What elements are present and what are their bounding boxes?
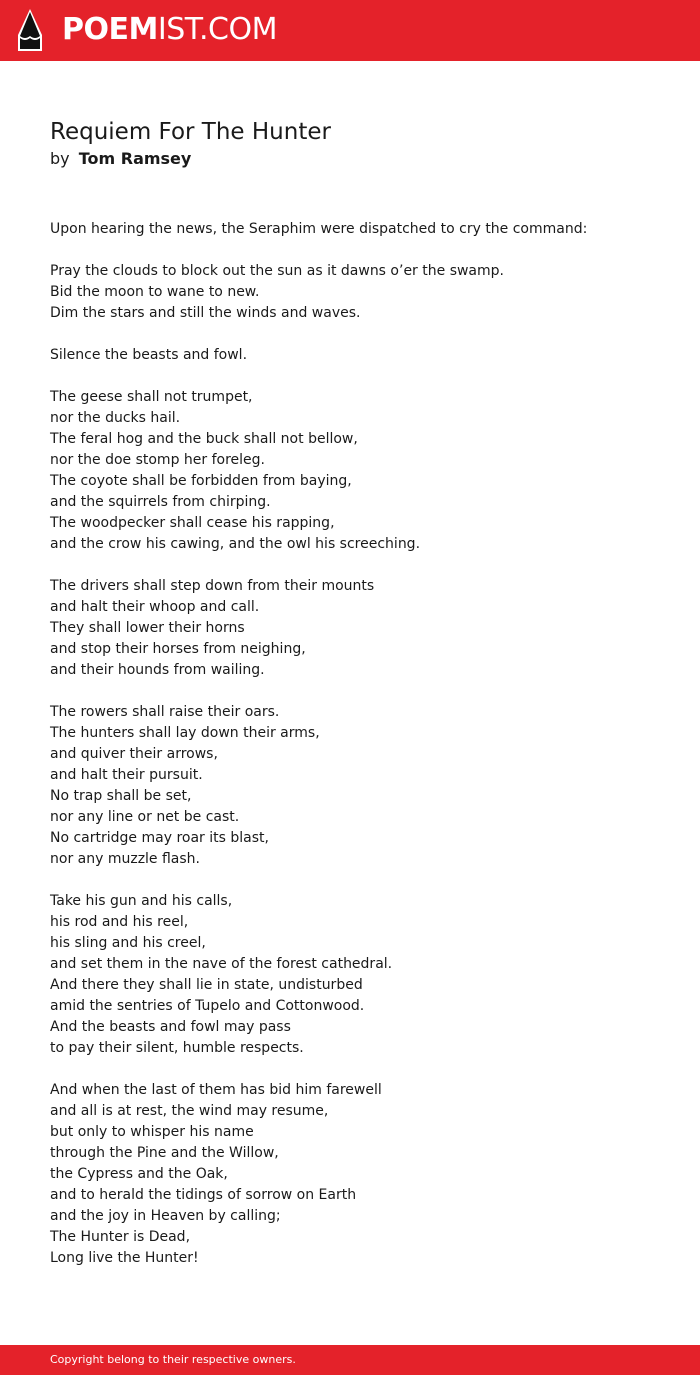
copyright-text: Copyright belong to their respective owners. (50, 1353, 296, 1366)
poem-line: And there they shall lie in state, undisturbed (50, 977, 363, 993)
poem-line: nor the ducks hail. (50, 410, 181, 426)
logo-bold-text: POEM (62, 12, 158, 47)
poem-line: nor the doe stomp her foreleg. (50, 452, 265, 468)
site-header (0, 0, 700, 61)
poem-line: The hunters shall lay down their arms, (50, 725, 320, 741)
poem-line: and set them in the nave of the forest cathedral. (50, 956, 393, 972)
poem-line: No cartridge may roar its blast, (50, 830, 269, 846)
poem-line: Bid the moon to wane to new. (50, 284, 260, 300)
poem-line: Long live the Hunter! (50, 1250, 199, 1266)
poem-line: through the Pine and the Willow, (50, 1145, 279, 1161)
poem-line: Upon hearing the news, the Seraphim were dispatched to cry the command: (50, 221, 588, 237)
poem-line: The Hunter is Dead, (50, 1229, 191, 1245)
poem-stanza (50, 702, 670, 870)
poem-line: amid the sentries of Tupelo and Cottonwood. (50, 998, 365, 1014)
poem-line: and quiver their arrows, (50, 746, 218, 762)
poem-stanza (50, 219, 670, 240)
poem-line: The rowers shall raise their oars. (50, 704, 280, 720)
site-footer (0, 1345, 700, 1375)
logo-light-text: IST.COM (157, 12, 277, 47)
poem-line: but only to whisper his name (50, 1124, 254, 1140)
poem-line: to pay their silent, humble respects. (50, 1040, 304, 1056)
poem-line: Dim the stars and still the winds and waves. (50, 305, 361, 321)
poem-stanza (50, 1080, 670, 1269)
poem-line: and the squirrels from chirping. (50, 494, 271, 510)
poem-body (50, 219, 670, 1290)
poem-line: his sling and his creel, (50, 935, 206, 951)
poem-line: And when the last of them has bid him farewell (50, 1082, 382, 1098)
poem-line: nor any line or net be cast. (50, 809, 240, 825)
poem-line: The geese shall not trumpet, (50, 389, 253, 405)
pencil-tip-icon (18, 9, 42, 51)
poem-stanza (50, 261, 670, 324)
poem-stanza (50, 345, 670, 366)
poem-stanza (50, 891, 670, 1059)
author-name: Tom Ramsey (78, 149, 192, 168)
poem-line: The coyote shall be forbidden from baying, (50, 473, 352, 489)
poem-line: and the crow his cawing, and the owl his screeching. (50, 536, 421, 552)
poem-title: Requiem For The Hunter (50, 119, 331, 145)
poem-line: and stop their horses from neighing, (50, 641, 306, 657)
poem-line: and halt their whoop and call. (50, 599, 260, 615)
poem-line: the Cypress and the Oak, (50, 1166, 228, 1182)
poem-line: nor any muzzle flash. (50, 851, 201, 867)
poem-line: Silence the beasts and fowl. (50, 347, 248, 363)
poem-line: and the joy in Heaven by calling; (50, 1208, 281, 1224)
poem-line: and all is at rest, the wind may resume, (50, 1103, 329, 1119)
by-label: by (50, 149, 70, 168)
poem-stanza (50, 576, 670, 681)
byline (50, 148, 191, 170)
site-logo[interactable] (62, 12, 277, 48)
poem-line: The drivers shall step down from their mounts (50, 578, 375, 594)
poem-line: No trap shall be set, (50, 788, 192, 804)
poem-line: They shall lower their horns (50, 620, 245, 636)
poem-line: his rod and his reel, (50, 914, 189, 930)
poem-line: Pray the clouds to block out the sun as it dawns o’er the swamp. (50, 263, 504, 279)
poem-line: and their hounds from wailing. (50, 662, 265, 678)
poem-line: The feral hog and the buck shall not bellow, (50, 431, 358, 447)
poem-stanza (50, 387, 670, 555)
poem-line: and to herald the tidings of sorrow on Earth (50, 1187, 357, 1203)
poem-line: and halt their pursuit. (50, 767, 203, 783)
poem-line: The woodpecker shall cease his rapping, (50, 515, 335, 531)
poem-line: And the beasts and fowl may pass (50, 1019, 291, 1035)
poem-line: Take his gun and his calls, (50, 893, 233, 909)
